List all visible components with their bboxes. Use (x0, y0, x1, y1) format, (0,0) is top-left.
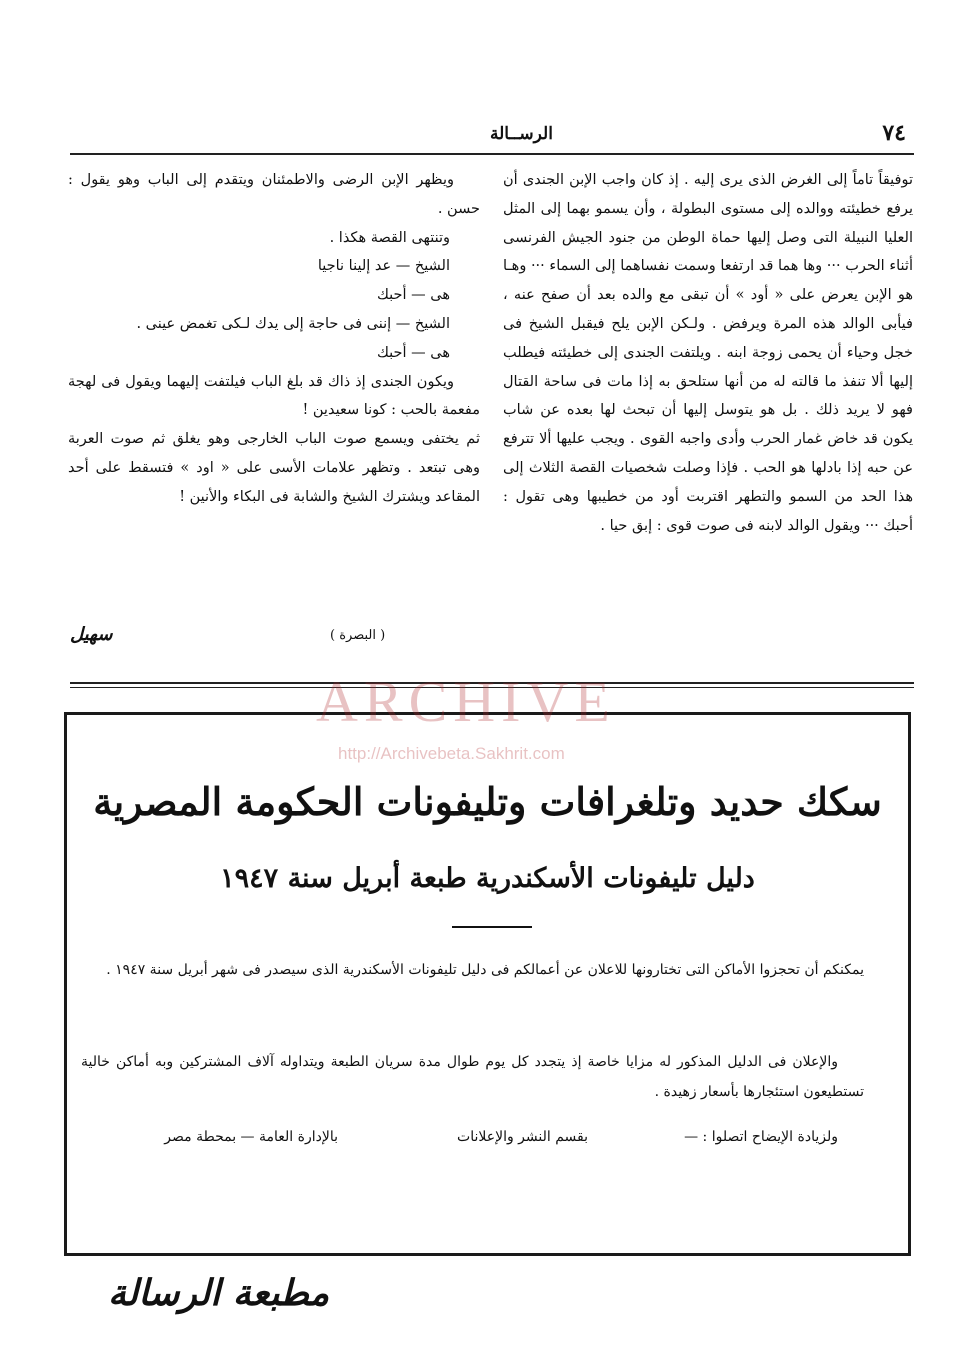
running-title: الرســالة (490, 124, 553, 144)
article-paragraph: توفيقاً تاماً إلى الغرض الذى يرى إليه . إذ كان واجب الإبن الجندى أن يرفع خطيئته ووالده إلى مستوى البطولة ، وأن يسمو بهما إلى المثل العليا النبيلة التى وصل إليها حماة الوطن من جنود الجيش الفرنسى أثناء الحرب ··· وها هما قد ارتفعا وسمت نفساهما إلى السماء ··· وهـا هو الإبن يعرض على « أود » أن تبقى مع والده بعد أن صفح عنه ، فيأبى الوالد هذه المرة ويرفض . ولـكن الإبن يلح فيقبل الشيخ فى خجل وحياء أن يحمى زوجة ابنه . ويلتفت الجندى إلى خطيئته فيطلب إليها ألا تنفذ ما قالته له من أنها ستلحق به إذا مات فى ساحة القتال فهو لا يريد ذلك . بل هو يتوسل إليها أن تبحث لها بعده عن شاب يكون قد خاض غمار الحرب وأدى واجبه القوى . ويجب عليها ألا تترفع عن حبه إذا بادلها هو الحب . فإذا وصلت شخصيات القصة الثلاث إلى هذا الحد من السمو والتطهر اقتربت أود من خطيبها وهى تقول : أحبك ··· ويقول الوالد لابنه فى صوت قوى : إبق حيا . (503, 172, 913, 534)
ad-title: سكك حديد وتلغرافات وتليفونات الحكومة المصرية (93, 779, 882, 824)
article-paragraph: ثم يختفى ويسمع صوت الباب الخارجى وهو يغلق ثم صوت العربة وهى تبتعد . وتظهر علامات الأسى على « اود » فتسقط على أحد المقاعد ويشترك الشيخ والشابة فى البكاء والأنين ! (68, 431, 480, 505)
contact-intro: ولزيادة الإيضاح اتصلوا : — (684, 1129, 838, 1145)
page-number: ٧٤ (882, 120, 906, 146)
dialogue-line: هى — أحبك (376, 344, 450, 361)
ad-paragraph (81, 1047, 864, 1107)
author-signature: سهيل (70, 624, 113, 645)
ad-contact-line (127, 1129, 838, 1155)
article-paragraph: ويظهر الإبن الرضى والاطمئنان ويتقدم إلى الباب وهو يقول : حسن . (68, 172, 480, 217)
ad-subtitle: دليل تليفونات الأسكندرية طبعة أبريل سنة ١٩٤٧ (220, 863, 755, 894)
section-rule (70, 682, 914, 684)
dialogue-line: هى — أحبك (376, 287, 450, 304)
advertisement-box (64, 712, 911, 1256)
contact-admin: بالإدارة العامة — بمحطة مصر (164, 1129, 338, 1145)
watermark-word: ARCHIVE (316, 669, 616, 734)
article-left-column (68, 166, 480, 512)
article-paragraph: ويكون الجندى إذ ذاك قد بلغ الباب فيلتفت إليهما ويقول فى لهجة مفعمة بالحب : كونا سعيدين ! (68, 373, 480, 419)
article-source: ( البصرة ) (330, 628, 386, 643)
press-logo: مطبعة الرسالة (108, 1272, 330, 1314)
header-rule (70, 153, 914, 155)
article-credits (68, 624, 480, 658)
dialogue-line: وتنتهى القصة هكذا . (329, 229, 450, 246)
page-header (70, 118, 912, 152)
dialogue-line: الشيخ — عد إلينا ناجيا (317, 258, 450, 275)
dialogue-line: الشيخ — إننى فى حاجة إلى يدك لـكى تغمض عينى . (136, 315, 450, 332)
ad-paragraph-text: والإعلان فى الدليل المذكور له مزايا خاصة إذ يتجدد كل يوم طوال مدة سريان الطبعة ويتداوله آلاف المشتركين وبه أماكن خالية تستطيعون استئجارها بأسعار زهيدة . (81, 1054, 864, 1100)
watermark-url: http://Archivebeta.Sakhrit.com (338, 744, 565, 763)
ad-divider (452, 926, 532, 928)
section-rule-thin (70, 687, 914, 688)
article-right-column (503, 166, 913, 540)
dialogue (68, 224, 480, 368)
ad-paragraph-text: يمكنكم أن تحجزوا الأماكن التى تختارونها للاعلان عن أعمالكم فى دليل تليفونات الأسكندرية الذى سيصدر فى شهر أبريل سنة ١٩٤٧ . (106, 962, 864, 978)
ad-paragraph (81, 955, 864, 985)
contact-department: بقسم النشر والإعلانات (457, 1129, 588, 1145)
